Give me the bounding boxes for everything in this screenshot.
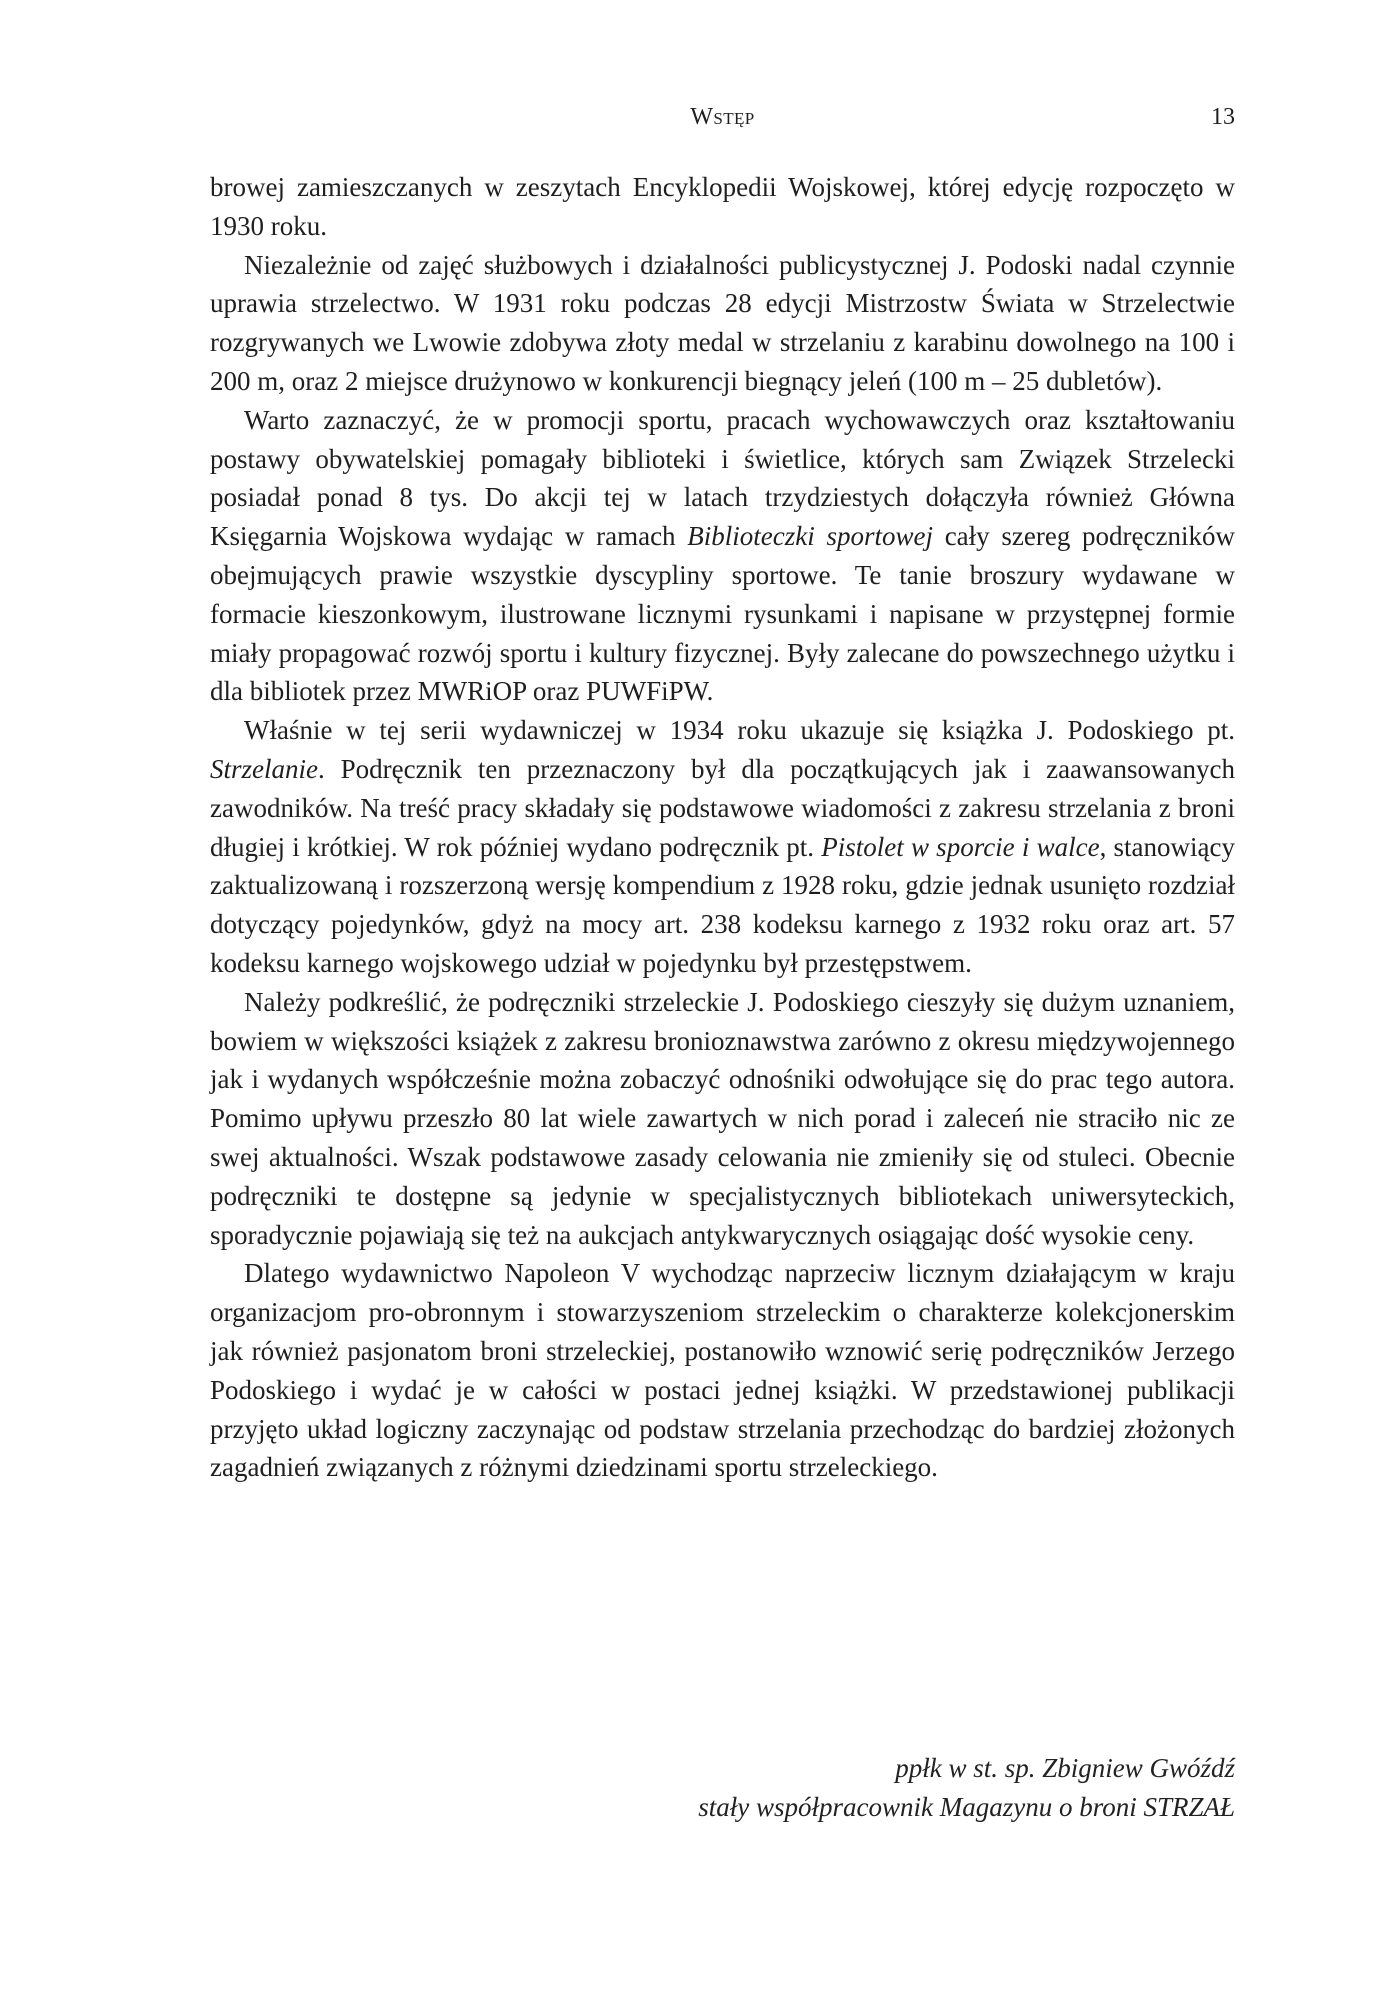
author-role: stały współpracownik Magazynu o broni STRZAŁ — [698, 1791, 1235, 1822]
paragraph-1: browej zamieszczanych w zeszytach Encyklopedii Wojskowej, której edycję rozpoczęto w 1930 roku. — [210, 172, 1235, 241]
paragraph-3 — [210, 401, 1235, 711]
author-name: ppłk w st. sp. Zbigniew Gwóźdź — [895, 1753, 1235, 1783]
author-signature — [585, 1749, 1235, 1827]
book-title-pistolet: Pistolet w sporcie i walce — [821, 831, 1100, 862]
paragraph-3-text-b: cały szereg podręczników obejmujących prawie wszystkie dyscypliny sportowe. Te tanie broszury wydawane w formacie kieszonkowym, ilustrowane licznymi rysunkami i napisane w przystępnej formie miały propagować rozwój sportu i kultury fizycznej. Były zalecane do powszechnego użytku i dla bibliotek przez MWRiOP oraz PUWFiPW. — [210, 521, 1235, 707]
body-text — [210, 168, 1235, 1487]
paragraph-4-text-a: Właśnie w tej serii wydawniczej w 1934 roku ukazuje się książka J. Podoskiego pt. — [244, 715, 1235, 746]
paragraph-4 — [210, 711, 1235, 983]
section-title: Wstęp — [690, 104, 755, 130]
book-title-strzelanie: Strzelanie — [210, 753, 318, 784]
page-number: 13 — [1211, 104, 1235, 130]
paragraph-3-text-a: Warto zaznaczyć, że w promocji sportu, pracach wychowawczych oraz kształtowaniu postawy obywatelskiej pomagały biblioteki i świetlice, których sam Związek Strzelecki posiadał ponad 8 tys. Do akcji tej w latach trzydziestych dołączyła również Główna Księgarnia Wojskowa wydając w ramach — [210, 404, 1235, 552]
paragraph-4-text-c: , stanowiący zaktualizowaną i rozszerzoną wersję kompendium z 1928 roku, gdzie jednak usunięto rozdział dotyczący pojedynków, gdyż na mocy art. 238 kodeksu karnego z 1932 roku oraz art. 57 kodeksu karnego wojskowego udział w pojedynku był przestępstwem. — [210, 831, 1235, 978]
paragraph-5: Należy podkreślić, że podręczniki strzeleckie J. Podoskiego cieszyły się dużym uznaniem, bowiem w większości książek z zakresu bronioznawstwa zarówno z okresu międzywojennego jak i wydanych współcześnie można zobaczyć odnośniki odwołujące się do prac tego autora. Pomimo upływu przeszło 80 lat wiele zawartych w nich porad i zaleceń nie straciło nic ze swej aktualności. Wszak podstawowe zasady celowania nie zmieniły się od stuleci. Obecnie podręczniki te dostępne są jedynie w specjalistycznych bibliotekach uniwersyteckich, sporadycznie pojawiają się też na aukcjach antykwarycznych osiągając dość wysokie ceny. — [210, 986, 1235, 1250]
book-series-title: Biblioteczki sportowej — [687, 521, 933, 552]
paragraph-4-text-b: . Podręcznik ten przeznaczony był dla początkujących jak i zaawansowanych zawodników. Na treść pracy składały się podstawowe wiadomości z zakresu strzelania z broni długiej i krótkiej. W rok później wydano podręcznik pt. — [210, 753, 1235, 862]
paragraph-6: Dlatego wydawnictwo Napoleon V wychodząc naprzeciw licznym działającym w kraju organizacjom pro-obronnym i stowarzyszeniom strzeleckim o charakterze kolekcjonerskim jak również pasjonatom broni strzeleckiej, postanowiło wznowić serię podręczników Jerzego Podoskiego i wydać je w całości w postaci jednej książki. W przedstawionej publikacji przyjęto układ logiczny zaczynając od podstaw strzelania przechodząc do bardziej złożonych zagadnień związanych z różnymi dziedzinami sportu strzeleckiego. — [210, 1258, 1235, 1483]
running-head — [210, 104, 1235, 136]
paragraph-2: Niezależnie od zajęć służbowych i działalności publicystycznej J. Podoski nadal czynnie uprawia strzelectwo. W 1931 roku podczas 28 edycji Mistrzostw Świata w Strzelectwie rozgrywanych we Lwowie zdobywa złoty medal w strzelaniu z karabinu dowolnego na 100 i 200 m, oraz 2 miejsce drużynowo w konkurencji biegnący jeleń (100 m – 25 dubletów). — [210, 249, 1235, 396]
